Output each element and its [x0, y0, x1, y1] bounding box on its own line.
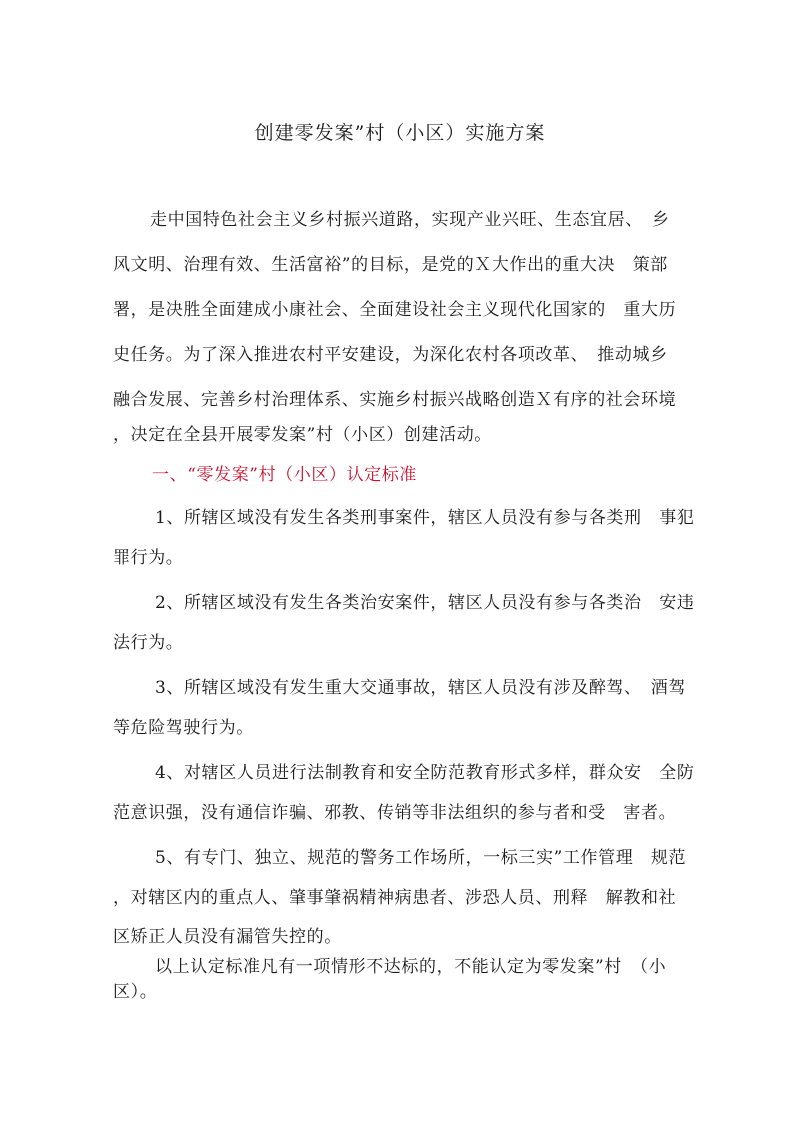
- criteria-item-line: 2、所辖区域没有发生各类治安案件，辖区人员没有参与各类治 安违: [155, 593, 695, 613]
- conclusion-line: 以上认定标准凡有一项情形不达标的，不能认定为零发案”村 （小: [155, 957, 667, 977]
- criteria-item-line: 区矫正人员没有漏管失控的。: [113, 927, 342, 947]
- criteria-item-line: 范意识强，没有通信诈骗、邪教、传销等非法组织的参与者和受 害者。: [113, 803, 677, 823]
- intro-line: 署，是决胜全面建成小康社会、全面建设社会主义现代化国家的 重大历: [113, 300, 677, 320]
- criteria-item-line: ，对辖区内的重点人、肇事肇祸精神病患者、涉恐人员、刑释 解教和社: [113, 888, 677, 908]
- criteria-item-line: 5、有专门、独立、规范的警务工作场所，一标三实”工作管理 规范: [155, 848, 687, 868]
- criteria-item-line: 罪行为。: [113, 548, 184, 568]
- criteria-item-line: 1、所辖区域没有发生各类刑事案件，辖区人员没有参与各类刑 事犯: [155, 508, 695, 528]
- section-heading: 一、“零发案”村（小区）认定标准: [152, 465, 417, 485]
- criteria-item-line: 法行为。: [113, 633, 184, 653]
- criteria-item-line: 4、对辖区人员进行法制教育和安全防范教育形式多样，群众安 全防: [155, 763, 695, 783]
- criteria-item-line: 等危险驾驶行为。: [113, 718, 254, 738]
- intro-line: 走中国特色社会主义乡村振兴道路，实现产业兴旺、生态宜居、 乡: [150, 210, 670, 230]
- document-title: 创建零发案”村（小区）实施方案: [254, 122, 546, 144]
- intro-line: ，决定在全县开展零发案”村（小区）创建活动。: [113, 425, 492, 445]
- intro-line: 风文明、治理有效、生活富裕”的目标，是党的Ｘ大作出的重大决 策部: [113, 255, 668, 275]
- criteria-item-line: 3、所辖区域没有发生重大交通事故，辖区人员没有涉及醉驾、 酒驾: [155, 678, 686, 698]
- intro-line: 史任务。为了深入推进农村平安建设，为深化农村各项改革、 推动城乡: [113, 345, 668, 365]
- conclusion-line: 区）。: [113, 982, 158, 1002]
- intro-line: 融合发展、完善乡村治理体系、实施乡村振兴战略创造Ｘ有序的社会环境: [113, 390, 677, 410]
